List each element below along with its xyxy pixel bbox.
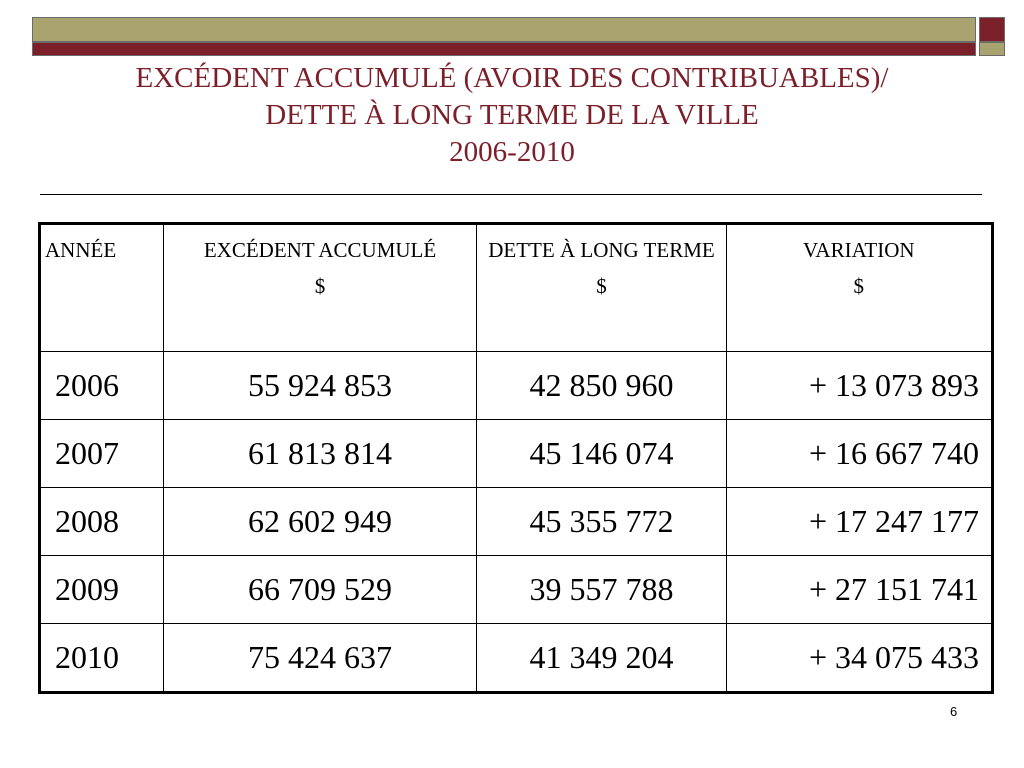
cell-variation: + 16 667 740: [726, 420, 992, 488]
header-square-olive: [979, 42, 1005, 56]
header-variation: [726, 224, 992, 352]
cell-excedent: 55 924 853: [163, 352, 477, 420]
cell-dette: 41 349 204: [477, 624, 726, 693]
header-square-maroon: [979, 17, 1005, 42]
table-row: [40, 488, 993, 556]
cell-year: 2008: [40, 488, 164, 556]
table-row: [40, 420, 993, 488]
cell-year: 2009: [40, 556, 164, 624]
cell-excedent: 62 602 949: [163, 488, 477, 556]
cell-dette: 42 850 960: [477, 352, 726, 420]
page-number: 6: [950, 704, 958, 719]
header-excedent: [163, 224, 477, 352]
header-dette: [477, 224, 726, 352]
header-excedent-label: EXCÉDENT ACCUMULÉ: [203, 238, 437, 262]
header-variation-unit: $: [853, 274, 865, 298]
header-variation-label: VARIATION: [802, 238, 915, 262]
header-annee-label: ANNÉE: [45, 238, 117, 262]
header-dette-label: DETTE À LONG TERME: [488, 238, 715, 262]
table-header-row: [40, 224, 993, 352]
cell-variation: + 27 151 741: [726, 556, 992, 624]
cell-variation: + 17 247 177: [726, 488, 992, 556]
header-dette-unit: $: [596, 274, 607, 298]
header-bar-maroon: [32, 42, 976, 56]
title-line-3: 2006-2010: [449, 136, 575, 168]
header-excedent-unit: $: [314, 274, 326, 298]
table-row: [40, 556, 993, 624]
title-line-1: EXCÉDENT ACCUMULÉ (AVOIR DES CONTRIBUABLES)/: [135, 62, 889, 94]
cell-excedent: 66 709 529: [163, 556, 477, 624]
cell-dette: 39 557 788: [477, 556, 726, 624]
header-annee: [40, 224, 164, 352]
cell-dette: 45 355 772: [477, 488, 726, 556]
title-divider: [40, 194, 982, 195]
table-row: [40, 624, 993, 693]
cell-year: 2007: [40, 420, 164, 488]
cell-variation: + 34 075 433: [726, 624, 992, 693]
cell-dette: 45 146 074: [477, 420, 726, 488]
header-bar-olive: [32, 17, 976, 42]
slide-title: [30, 60, 994, 171]
data-table: [38, 222, 994, 694]
cell-variation: + 13 073 893: [726, 352, 992, 420]
cell-year: 2010: [40, 624, 164, 693]
cell-excedent: 75 424 637: [163, 624, 477, 693]
cell-excedent: 61 813 814: [163, 420, 477, 488]
title-line-2: DETTE À LONG TERME DE LA VILLE: [265, 99, 759, 131]
cell-year: 2006: [40, 352, 164, 420]
table-row: [40, 352, 993, 420]
